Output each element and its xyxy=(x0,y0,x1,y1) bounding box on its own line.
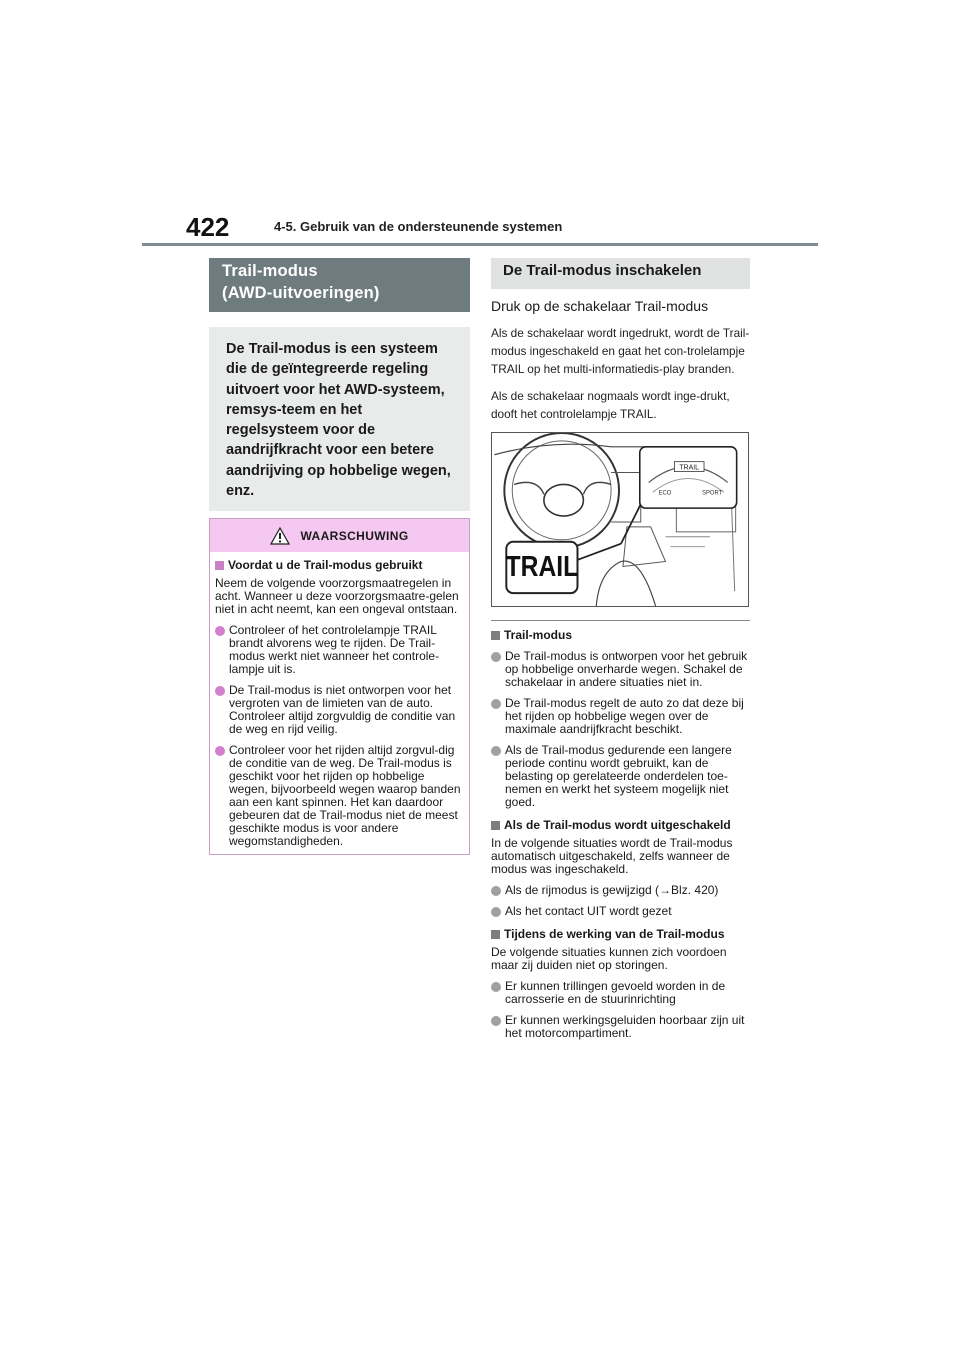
note-bullet-text: Als het contact UIT wordt gezet xyxy=(505,904,672,918)
square-bullet-icon xyxy=(215,561,224,570)
note-bullet xyxy=(491,884,750,897)
main-heading-line1: Trail-modus xyxy=(222,262,318,280)
note-bullet xyxy=(491,1014,750,1040)
trail-switch-label: TRAIL xyxy=(505,550,579,583)
warning-body xyxy=(210,552,469,854)
warning-subheading xyxy=(215,559,463,572)
warning-bullet xyxy=(215,624,463,676)
warning-box xyxy=(209,518,470,855)
round-bullet-icon xyxy=(491,982,501,992)
header-rule xyxy=(142,243,818,246)
note-heading xyxy=(491,819,750,832)
note-heading-text: Tijdens de werking van de Trail-modus xyxy=(504,927,725,941)
note-bullet xyxy=(491,980,750,1006)
paragraph: Als de schakelaar nogmaals wordt inge-drukt, dooft het controlelampje TRAIL. xyxy=(491,389,730,421)
square-bullet-icon xyxy=(491,930,500,939)
round-bullet-icon xyxy=(491,652,501,662)
warning-bullet xyxy=(215,684,463,736)
note-bullet xyxy=(491,744,750,809)
round-bullet-icon xyxy=(215,686,225,696)
intro-box: De Trail-modus is een systeem die de geïntegreerde regeling uitvoert voor het AWD-systeem, remsys-teem en het regelsysteem voor de aandrijfkracht voor een betere aandrijving op hobbelige wegen, enz. xyxy=(209,327,470,511)
note-bullet-text: De Trail-modus is ontworpen voor het gebruik op hobbelige onverharde wegen. Schakel de schakelaar in andere situaties niet in. xyxy=(505,649,748,689)
main-heading-line2: (AWD-uitvoeringen) xyxy=(222,284,380,302)
note-heading xyxy=(491,629,750,642)
divider xyxy=(491,620,750,621)
warning-bullet-text: Controleer voor het rijden altijd zorgvul-dig de conditie van de weg. De Trail-modus is geschikt voor het rijden op hobbelige wegen, bijvoorbeeld wegen waarop banden aan een kant spinnen. Het kan daardoor gebeuren dat de Trail-modus niet de meest geschikte modus is voor andere wegomstandigheden. xyxy=(229,743,461,849)
page-number: 422 xyxy=(186,212,230,242)
lead-text: Druk op de schakelaar Trail-modus xyxy=(491,298,709,314)
note-bullet xyxy=(491,650,750,689)
note-body: In de volgende situaties wordt de Trail-modus automatisch uitgeschakeld, zelfs wanneer de modus was ingeschakeld. xyxy=(491,836,733,876)
eco-label: ECO xyxy=(658,490,672,497)
section-heading: De Trail-modus inschakelen xyxy=(491,258,750,289)
warning-text: Neem de volgende voorzorgsmaatregelen in acht. Wanneer u deze voorzorgsmaatre-gelen niet in acht neemt, kan een ongeval ontstaan. xyxy=(215,576,459,617)
note-bullet-text: Als de Trail-modus gedurende een langere periode continu wordt gebruikt, kan de belasting op gerelateerde onderdelen toe-nemen en werkt het systeem mogelijk niet goed. xyxy=(505,743,732,809)
warning-bullet xyxy=(215,744,463,848)
round-bullet-icon xyxy=(215,746,225,756)
round-bullet-icon xyxy=(215,626,225,636)
round-bullet-icon xyxy=(491,746,501,756)
note-bullet-text: De Trail-modus regelt de auto zo dat deze bij het rijden op hobbelige wegen over de maximale aandrijfkracht beschikt. xyxy=(505,696,744,736)
warning-bullet-text: Controleer of het controlelampje TRAIL brandt alvorens weg te rijden. De Trail-modus werkt niet wanneer het controle-lampje uit is. xyxy=(229,623,440,677)
note-heading-text: Trail-modus xyxy=(504,628,573,642)
note-bullet-text: Als de rijmodus is gewijzigd (→Blz. 420) xyxy=(505,883,719,897)
round-bullet-icon xyxy=(491,1016,501,1026)
note-bullet-text: Er kunnen trillingen gevoeld worden in de carrosserie en de stuurinrichting xyxy=(505,979,726,1006)
warning-triangle-icon xyxy=(270,527,290,545)
note-heading xyxy=(491,928,750,941)
warning-bullet-text: De Trail-modus is niet ontworpen voor het vergroten van de limieten van de auto. Controleer altijd zorgvuldig de conditie van de weg en rijd veilig. xyxy=(229,683,456,737)
left-column xyxy=(209,258,470,855)
display-trail-label: TRAIL xyxy=(679,464,699,472)
round-bullet-icon xyxy=(491,907,501,917)
round-bullet-icon xyxy=(491,699,501,709)
warning-title: WAARSCHUWING xyxy=(300,528,409,543)
note-bullet xyxy=(491,697,750,736)
note-bullet-text: Er kunnen werkingsgeluiden hoorbaar zijn uit het motorcompartiment. xyxy=(505,1013,745,1040)
main-heading xyxy=(209,258,470,312)
notes xyxy=(491,629,750,1040)
round-bullet-icon xyxy=(491,886,501,896)
sport-label: SPORT xyxy=(702,490,723,497)
square-bullet-icon xyxy=(491,631,500,640)
note-bullet xyxy=(491,905,750,918)
warning-subheading-text: Voordat u de Trail-modus gebruikt xyxy=(228,558,423,573)
right-column xyxy=(491,258,750,1040)
section-title: 4-5. Gebruik van de ondersteunende systemen xyxy=(274,219,563,234)
square-bullet-icon xyxy=(491,821,500,830)
note-heading-text: Als de Trail-modus wordt uitgeschakeld xyxy=(504,818,731,832)
note-body: De volgende situaties kunnen zich voordoen maar zij duiden niet op storingen. xyxy=(491,945,727,972)
paragraph: Als de schakelaar wordt ingedrukt, wordt de Trail-modus ingeschakeld en gaat het con-trolelampje TRAIL op het multi-informatiedis-play branden. xyxy=(491,326,750,376)
dashboard-illustration xyxy=(491,432,749,607)
warning-header xyxy=(210,519,469,552)
